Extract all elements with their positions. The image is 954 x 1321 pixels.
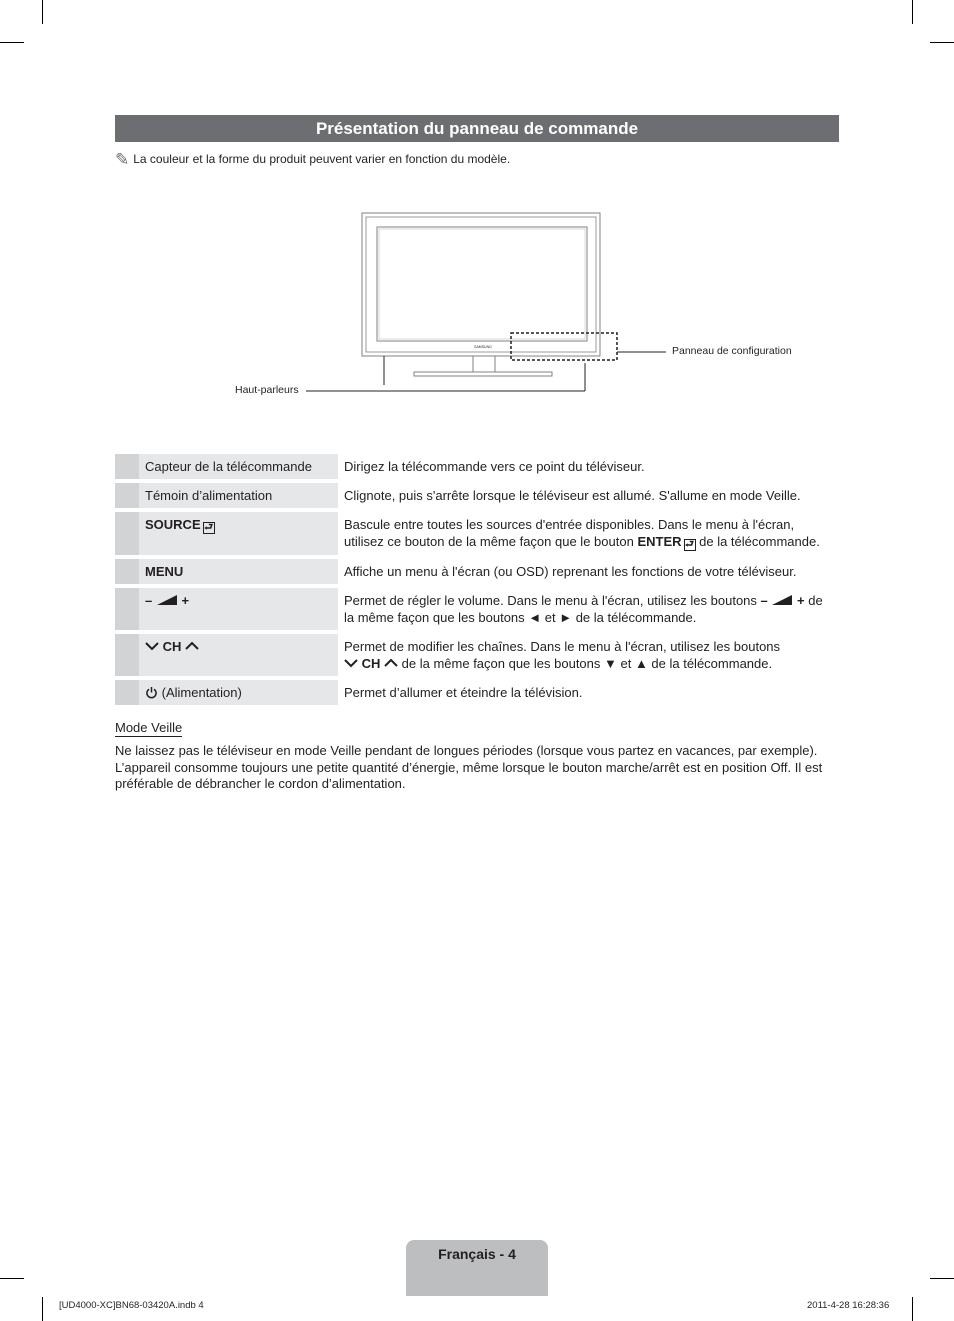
ch-label: CH (162, 639, 182, 654)
table-row (115, 680, 839, 705)
note-text: La couleur et la forme du produit peuvent varier en fonction du modèle. (133, 152, 511, 166)
chevron-up-icon (185, 641, 199, 651)
ch-label: CH (361, 656, 381, 671)
control-name (139, 634, 338, 676)
control-desc: Permet d’allumer et éteindre la télévision. (344, 685, 583, 700)
row-marker (115, 454, 139, 479)
control-desc (338, 512, 839, 555)
table-row (115, 512, 839, 555)
footer-timestamp: 2011-4-28 16:28:36 (807, 1300, 890, 1311)
label-speakers: Haut-parleurs (235, 384, 299, 396)
tv-illustration (230, 205, 810, 405)
crop-mark (42, 0, 43, 24)
brand-mark: SAMSUNG (474, 345, 492, 349)
desc-part: de la même façon que les boutons ▼ et ▲ de la télécommande. (401, 656, 773, 671)
power-icon (145, 686, 158, 699)
enter-label: ENTER (637, 534, 682, 549)
crop-mark (0, 42, 24, 43)
plus-sign: + (797, 593, 805, 608)
row-marker (115, 559, 139, 584)
enter-icon: ⮐ (685, 539, 694, 550)
crop-mark (0, 1278, 24, 1279)
table-row (115, 483, 839, 508)
page-title: Présentation du panneau de commande (115, 115, 839, 142)
footer-file: [UD4000-XC]BN68-03420A.indb 4 (59, 1300, 204, 1311)
row-marker (115, 588, 139, 630)
control-name: MENU (139, 559, 338, 584)
desc-part: de la même façon que les boutons ◄ et ► de la télécommande. (344, 593, 823, 625)
plus-sign: + (181, 593, 190, 608)
crop-mark (42, 1297, 43, 1321)
chevron-down-icon (145, 641, 159, 651)
chevron-down-icon (344, 658, 358, 668)
control-desc (338, 588, 839, 630)
model-note (115, 150, 510, 169)
crop-mark (912, 1297, 913, 1321)
control-table (115, 450, 839, 709)
standby-body: Ne laissez pas le téléviseur en mode Veille pendant de longues périodes (lorsque vous partez en vacances, par exemple). L’appareil consomme toujours une petite quantité d’énergie, même lorsque le bouton marche/arrêt est en position Off. Il est préférable de débrancher le cordon d’alimentation. (115, 743, 823, 791)
power-label: (Alimentation) (161, 685, 242, 700)
minus-sign: – (145, 593, 153, 608)
crop-mark (930, 1278, 954, 1279)
control-name: Capteur de la télécommande (139, 454, 338, 479)
control-desc: Dirigez la télécommande vers ce point du téléviseur. (344, 459, 645, 474)
crop-mark (930, 42, 954, 43)
table-row (115, 454, 839, 479)
source-label: SOURCE (145, 517, 201, 532)
chevron-up-icon (384, 658, 398, 668)
desc-part: Permet de modifier les chaînes. Dans le menu à l'écran, utilisez les boutons (344, 639, 781, 654)
label-panel: Panneau de configuration (672, 345, 792, 357)
desc-part: Bascule entre toutes les sources d'entrée disponibles. Dans le menu à l'écran, utilisez ce bouton de la même façon que le bouton (344, 517, 795, 549)
volume-icon (156, 594, 178, 606)
pencil-icon: ✎ (115, 150, 130, 169)
table-row (115, 559, 839, 584)
control-name (139, 512, 338, 555)
desc-part: de la télécommande. (699, 534, 820, 549)
desc-part: Permet de régler le volume. Dans le menu à l'écran, utilisez les boutons (344, 593, 757, 608)
volume-icon (771, 594, 793, 606)
control-name (139, 680, 338, 705)
control-desc (338, 634, 839, 676)
row-marker (115, 512, 139, 555)
enter-icon: ⮐ (204, 522, 214, 533)
row-marker (115, 483, 139, 508)
control-name (139, 588, 338, 630)
page-number-tab: Français - 4 (406, 1240, 548, 1296)
standby-title: Mode Veille (115, 720, 183, 735)
control-desc: Clignote, puis s'arrête lorsque le téléviseur est allumé. S'allume en mode Veille. (344, 488, 801, 503)
row-marker (115, 680, 139, 705)
row-marker (115, 634, 139, 676)
control-name: Témoin d’alimentation (139, 483, 338, 508)
crop-mark (912, 0, 913, 24)
control-desc: Affiche un menu à l'écran (ou OSD) reprenant les fonctions de votre téléviseur. (344, 564, 797, 579)
minus-sign: – (760, 593, 768, 608)
table-row (115, 588, 839, 630)
table-row (115, 634, 839, 676)
tv-diagram (230, 205, 810, 410)
